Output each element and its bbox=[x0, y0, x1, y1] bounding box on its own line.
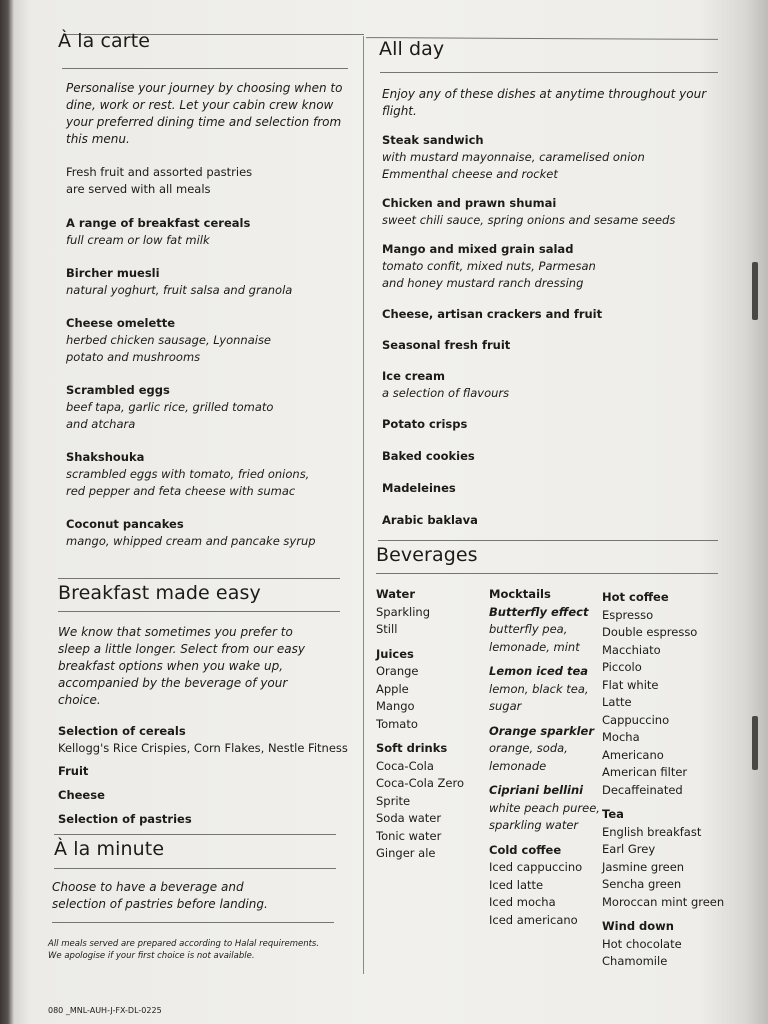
drink-name: Lemon iced tea bbox=[489, 664, 589, 678]
menu-item bbox=[58, 811, 358, 828]
item-name: Steak sandwich bbox=[382, 133, 484, 147]
list-item: Double espresso bbox=[602, 625, 698, 639]
item-name: Selection of pastries bbox=[58, 812, 192, 826]
list-item: Macchiato bbox=[602, 642, 661, 657]
list-item: Americano bbox=[602, 747, 664, 762]
item-name: Arabic baklava bbox=[382, 513, 478, 527]
item-name: Baked cookies bbox=[382, 449, 475, 463]
item-name: Coconut pancakes bbox=[66, 517, 184, 531]
list-item: Tomato bbox=[376, 716, 418, 731]
alaminute-title-rule bbox=[54, 868, 336, 869]
menu-item bbox=[66, 516, 358, 550]
menu-item bbox=[382, 132, 727, 183]
alacarte-intro: Personalise your journey by choosing when to dine, work or rest. Let your cabin crew know your preferred dining time and selection from this menu. bbox=[66, 81, 343, 146]
item-desc: with mustard mayonnaise, caramelised onion Emmenthal cheese and rocket bbox=[382, 150, 645, 181]
breakfast-title: Breakfast made easy bbox=[58, 582, 261, 604]
menu-item bbox=[382, 195, 727, 229]
item-desc: full cream or low fat milk bbox=[66, 233, 210, 247]
menu-item bbox=[382, 448, 727, 465]
item-desc: beef tapa, garlic rice, grilled tomato and atchara bbox=[66, 400, 274, 431]
item-desc: mango, whipped cream and pancake syrup bbox=[66, 534, 316, 548]
item-name: Madeleines bbox=[382, 481, 456, 495]
item-name: Seasonal fresh fruit bbox=[382, 338, 511, 352]
menu-item bbox=[66, 382, 358, 433]
menu-item bbox=[382, 368, 727, 402]
list-item: Sparkling bbox=[376, 604, 431, 619]
item-name: Fruit bbox=[58, 764, 89, 778]
hot-coffee-heading: Hot coffee bbox=[602, 590, 669, 604]
item-name: Selection of cereals bbox=[58, 724, 186, 738]
item-name: Scrambled eggs bbox=[66, 383, 170, 397]
alacarte-title: À la carte bbox=[58, 30, 151, 52]
allday-section bbox=[379, 38, 729, 60]
beverages-col-2 bbox=[489, 586, 604, 929]
drink-name: Orange sparkler bbox=[489, 723, 594, 738]
list-item: Mango bbox=[376, 699, 415, 713]
menu-code: 080 _MNL-AUH-J-FX-DL-0225 bbox=[48, 1006, 162, 1015]
alaminute-title: À la minute bbox=[54, 838, 165, 860]
alaminute-intro: Choose to have a beverage and selection of pastries before landing. bbox=[52, 880, 268, 911]
menu-item bbox=[382, 480, 727, 497]
drink-desc: orange, soda, bbox=[489, 741, 568, 755]
menu-item bbox=[382, 241, 727, 292]
list-item: Sprite bbox=[376, 793, 411, 808]
breakfast-title-rule bbox=[58, 611, 340, 612]
cold-coffee-heading: Cold coffee bbox=[489, 842, 562, 857]
item-desc: scrambled eggs with tomato, fried onions, red pepper and feta cheese with sumac bbox=[66, 467, 310, 498]
item-desc: are served with all meals bbox=[66, 182, 211, 196]
drink-desc: lemonade, mint bbox=[489, 639, 580, 654]
menu-item bbox=[58, 723, 358, 757]
breakfast-intro: We know that sometimes you prefer to sleep a little longer. Select from our easy breakfast options when you wake up, accompanied by the beverage of your choice. bbox=[58, 625, 305, 707]
item-desc: sweet chili sauce, spring onions and sesame seeds bbox=[382, 213, 676, 227]
beverages-col-3 bbox=[602, 589, 732, 971]
list-item: Latte bbox=[602, 695, 632, 709]
drink-desc: white peach puree, bbox=[489, 800, 600, 815]
tea-heading: Tea bbox=[602, 807, 624, 821]
item-name: Fresh fruit and assorted pastries bbox=[66, 165, 253, 179]
item-desc: Kellogg's Rice Crispies, Corn Flakes, Nestle Fitness bbox=[58, 741, 348, 755]
item-name: Shakshouka bbox=[66, 450, 145, 464]
list-item: Soda water bbox=[376, 811, 442, 825]
drink-name: Cipriani bellini bbox=[489, 783, 584, 797]
menu-item bbox=[382, 306, 727, 323]
list-item: Decaffeinated bbox=[602, 782, 683, 797]
item-name: Ice cream bbox=[382, 369, 445, 383]
menu-item bbox=[66, 449, 358, 500]
list-item: American filter bbox=[602, 765, 688, 779]
water-heading: Water bbox=[376, 587, 416, 601]
breakfast-section bbox=[58, 582, 358, 604]
mocktails-heading: Mocktails bbox=[489, 587, 551, 601]
item-name: Chicken and prawn shumai bbox=[382, 196, 557, 210]
juices-heading: Juices bbox=[376, 646, 414, 661]
item-desc: tomato confit, mixed nuts, Parmesan and honey mustard ranch dressing bbox=[382, 259, 596, 290]
alacarte-section bbox=[66, 80, 358, 550]
footnote-line-1: All meals served are prepared according to Halal requirements. bbox=[48, 939, 320, 949]
list-item: Iced americano bbox=[489, 912, 578, 927]
drink-desc: lemon, black tea, bbox=[489, 681, 589, 696]
wind-down-heading: Wind down bbox=[602, 919, 674, 933]
item-name: Cheese bbox=[58, 788, 105, 802]
list-item: Iced cappuccino bbox=[489, 860, 583, 874]
list-item: Orange bbox=[376, 664, 419, 678]
list-item: Flat white bbox=[602, 677, 659, 692]
menu-item bbox=[58, 763, 358, 780]
alacarte-title-rule bbox=[62, 68, 348, 69]
menu-item bbox=[66, 164, 358, 198]
allday-title-rule bbox=[380, 72, 718, 73]
allday-body bbox=[382, 86, 727, 529]
item-name: A range of breakfast cereals bbox=[66, 216, 251, 230]
item-name: Mango and mixed grain salad bbox=[382, 242, 574, 256]
menu-item bbox=[382, 337, 727, 354]
drink-name: Butterfly effect bbox=[489, 604, 589, 619]
soft-drinks-heading: Soft drinks bbox=[376, 741, 448, 755]
breakfast-body bbox=[58, 624, 358, 828]
drink-desc: butterfly pea, bbox=[489, 622, 568, 636]
beverages-top-rule bbox=[378, 540, 718, 541]
drink-desc: sparkling water bbox=[489, 818, 579, 832]
list-item: Espresso bbox=[602, 607, 654, 622]
beverages-title-rule bbox=[376, 573, 718, 574]
list-item: Mocha bbox=[602, 730, 640, 744]
breakfast-top-rule bbox=[58, 578, 340, 579]
allday-intro: Enjoy any of these dishes at anytime throughout your flight. bbox=[382, 87, 707, 118]
beverages-col-1 bbox=[376, 586, 486, 863]
list-item: Coca-Cola bbox=[376, 758, 434, 773]
left-column bbox=[58, 30, 358, 52]
item-desc: herbed chicken sausage, Lyonnaise potato and mushrooms bbox=[66, 333, 272, 364]
list-item: Cappuccino bbox=[602, 712, 670, 727]
alaminute-bottom-rule bbox=[52, 922, 334, 923]
menu-item bbox=[66, 265, 358, 299]
menu-item bbox=[382, 512, 727, 529]
list-item: Jasmine green bbox=[602, 859, 685, 874]
beverages-section bbox=[376, 544, 716, 566]
allday-title: All day bbox=[379, 38, 445, 60]
list-item: Still bbox=[376, 622, 398, 636]
footnote-line-2: We apologise if your first choice is not available. bbox=[48, 951, 255, 961]
halal-footnote bbox=[48, 938, 348, 962]
list-item: Iced mocha bbox=[489, 895, 556, 909]
column-divider bbox=[363, 36, 364, 974]
item-desc: natural yoghurt, fruit salsa and granola bbox=[66, 283, 293, 297]
list-item: English breakfast bbox=[602, 824, 702, 839]
menu-item bbox=[58, 787, 358, 804]
item-name: Bircher muesli bbox=[66, 266, 160, 280]
list-item: Earl Grey bbox=[602, 842, 656, 856]
alaminute-section bbox=[54, 838, 354, 860]
list-item: Sencha green bbox=[602, 877, 682, 891]
menu-item bbox=[66, 215, 358, 249]
alaminute-body bbox=[52, 879, 272, 913]
list-item: Iced latte bbox=[489, 877, 544, 892]
menu-item bbox=[382, 416, 727, 433]
item-name: Cheese omelette bbox=[66, 316, 176, 330]
item-desc: a selection of flavours bbox=[382, 386, 510, 400]
item-name: Cheese, artisan crackers and fruit bbox=[382, 307, 603, 321]
beverages-title: Beverages bbox=[376, 544, 478, 566]
binder-mark-top bbox=[752, 262, 758, 320]
list-item: Piccolo bbox=[602, 660, 642, 674]
drink-desc: lemonade bbox=[489, 758, 547, 773]
list-item: Chamomile bbox=[602, 954, 668, 968]
list-item: Tonic water bbox=[376, 828, 442, 843]
list-item: Moroccan mint green bbox=[602, 894, 725, 909]
binder-mark-bottom bbox=[752, 716, 758, 770]
list-item: Ginger ale bbox=[376, 846, 436, 860]
menu-item bbox=[66, 315, 358, 366]
list-item: Coca-Cola Zero bbox=[376, 776, 465, 790]
item-name: Potato crisps bbox=[382, 417, 468, 431]
drink-desc: sugar bbox=[489, 699, 522, 713]
menu-page bbox=[14, 0, 754, 1024]
list-item: Hot chocolate bbox=[602, 936, 682, 951]
list-item: Apple bbox=[376, 681, 409, 696]
alaminute-top-rule bbox=[54, 834, 336, 835]
